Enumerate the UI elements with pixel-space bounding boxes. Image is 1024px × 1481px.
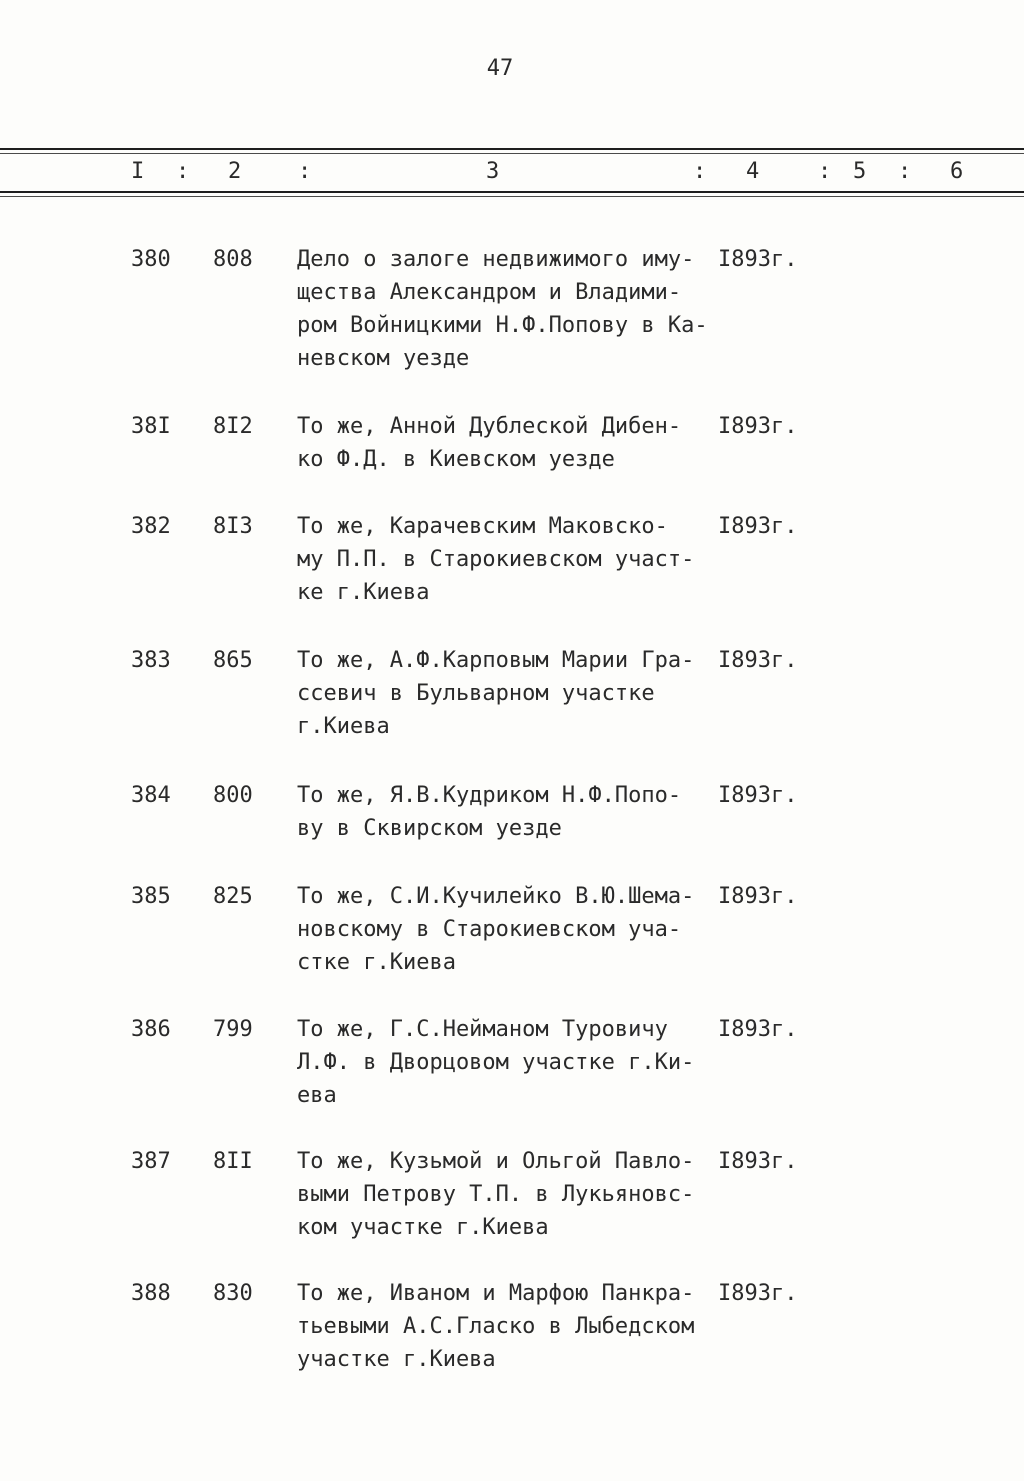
case-title xyxy=(297,410,717,476)
case-title-line: То же, А.Ф.Карповым Марии Гра- xyxy=(297,648,695,673)
item-number: 38I xyxy=(131,414,171,439)
case-year: I893г. xyxy=(718,884,798,909)
case-title-line: новскому в Старокиевском уча- xyxy=(297,917,682,942)
case-year: I893г. xyxy=(718,514,798,539)
case-number: 800 xyxy=(213,783,253,808)
column-header-3: 3 xyxy=(486,159,500,184)
case-number: 8II xyxy=(213,1149,253,1174)
case-title xyxy=(297,243,717,375)
case-title-line: ева xyxy=(297,1083,337,1108)
case-title xyxy=(297,1145,717,1244)
case-number: 825 xyxy=(213,884,253,909)
case-number: 808 xyxy=(213,247,253,272)
header-bottom-rule xyxy=(0,191,1024,193)
column-header-6: 6 xyxy=(950,159,964,184)
case-title-line: То же, Иваном и Марфою Панкра- xyxy=(297,1281,695,1306)
case-year: I893г. xyxy=(718,1149,798,1174)
case-year: I893г. xyxy=(718,648,798,673)
case-title xyxy=(297,880,717,979)
case-number: 799 xyxy=(213,1017,253,1042)
case-title xyxy=(297,1277,717,1376)
case-title-line: выми Петрову Т.П. в Лукьяновс- xyxy=(297,1182,695,1207)
item-number: 382 xyxy=(131,514,171,539)
case-title-line: ром Войницкими Н.Ф.Попову в Ка- xyxy=(297,313,708,338)
case-title-line: участке г.Киева xyxy=(297,1347,496,1372)
case-year: I893г. xyxy=(718,414,798,439)
case-title-line: Л.Ф. в Дворцовом участке г.Ки- xyxy=(297,1050,695,1075)
column-separator: : xyxy=(898,159,912,184)
case-title-line: То же, Карачевским Маковско- xyxy=(297,514,668,539)
header-bottom-rule-thin xyxy=(0,196,1024,197)
case-title-line: му П.П. в Старокиевском участ- xyxy=(297,547,695,572)
case-title-line: То же, Г.С.Нейманом Туровичу xyxy=(297,1017,668,1042)
page-number: 47 xyxy=(486,56,514,81)
case-number: 865 xyxy=(213,648,253,673)
case-number: 8I3 xyxy=(213,514,253,539)
column-header-4: 4 xyxy=(746,159,760,184)
case-title-line: г.Киева xyxy=(297,714,390,739)
case-number: 8I2 xyxy=(213,414,253,439)
column-separator: : xyxy=(176,159,190,184)
column-separator: : xyxy=(818,159,832,184)
item-number: 384 xyxy=(131,783,171,808)
case-title-line: ву в Сквирском уезде xyxy=(297,816,562,841)
case-title-line: ссевич в Бульварном участке xyxy=(297,681,655,706)
case-title-line: ком участке г.Киева xyxy=(297,1215,549,1240)
case-title xyxy=(297,1013,717,1112)
case-title-line: То же, С.И.Кучилейко В.Ю.Шема- xyxy=(297,884,695,909)
header-top-rule xyxy=(0,148,1024,150)
column-separator: : xyxy=(298,159,312,184)
case-title-line: тьевыми А.С.Гласко в Лыбедском xyxy=(297,1314,695,1339)
item-number: 383 xyxy=(131,648,171,673)
case-title-line: стке г.Киева xyxy=(297,950,456,975)
item-number: 386 xyxy=(131,1017,171,1042)
item-number: 388 xyxy=(131,1281,171,1306)
item-number: 387 xyxy=(131,1149,171,1174)
column-header-2: 2 xyxy=(228,159,242,184)
case-title-line: ке г.Киева xyxy=(297,580,430,605)
case-title-line: То же, Анной Дублеской Дибен- xyxy=(297,414,682,439)
column-header-5: 5 xyxy=(853,159,867,184)
case-title-line: То же, Я.В.Кудриком Н.Ф.Попо- xyxy=(297,783,682,808)
case-year: I893г. xyxy=(718,1281,798,1306)
item-number: 385 xyxy=(131,884,171,909)
column-separator: : xyxy=(693,159,707,184)
case-year: I893г. xyxy=(718,783,798,808)
case-title xyxy=(297,510,717,609)
case-title-line: ко Ф.Д. в Киевском уезде xyxy=(297,447,615,472)
case-year: I893г. xyxy=(718,247,798,272)
case-title xyxy=(297,779,717,845)
case-title-line: То же, Кузьмой и Ольгой Павло- xyxy=(297,1149,695,1174)
case-year: I893г. xyxy=(718,1017,798,1042)
header-top-rule-thin xyxy=(0,153,1024,154)
column-header-1: I xyxy=(131,159,145,184)
item-number: 380 xyxy=(131,247,171,272)
case-title-line: щества Александром и Владими- xyxy=(297,280,682,305)
case-title-line: невском уезде xyxy=(297,346,470,371)
case-title xyxy=(297,644,717,743)
case-number: 830 xyxy=(213,1281,253,1306)
case-title-line: Дело о залоге недвижимого иму- xyxy=(297,247,695,272)
